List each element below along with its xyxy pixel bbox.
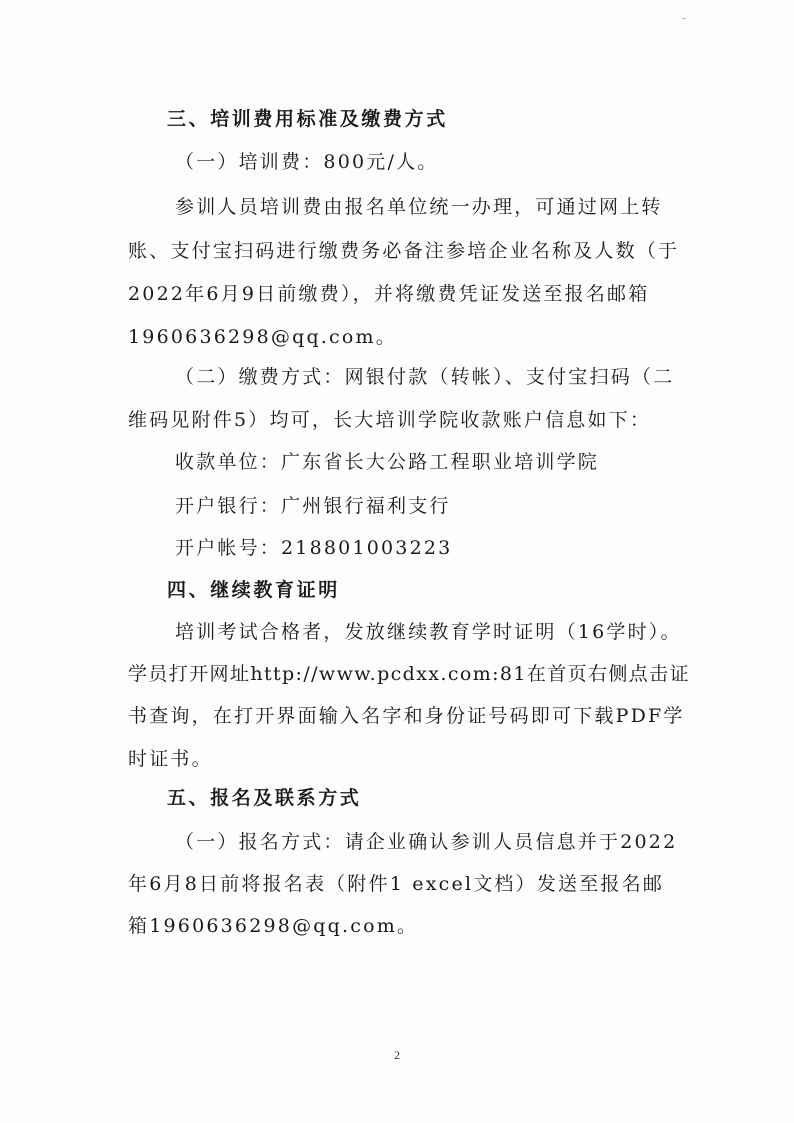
section-heading-registration: 五、报名及联系方式 <box>167 787 362 809</box>
paragraph-line: 维码见附件5）均可，长大培训学院收款账户信息如下： <box>128 409 652 431</box>
paragraph-line: 开户帐号：218801003223 <box>175 537 453 559</box>
paragraph-line: （一）报名方式：请企业确认参训人员信息并于2022 <box>175 831 678 853</box>
scan-speck <box>682 18 686 19</box>
section-heading-fees: 三、培训费用标准及缴费方式 <box>167 108 448 130</box>
paragraph-line: 1960636298@qq.com。 <box>128 326 397 348</box>
paragraph-line: 箱1960636298@qq.com。 <box>128 915 419 937</box>
section-heading-certificate: 四、继续教育证明 <box>167 579 340 601</box>
paragraph-line: 开户银行：广州银行福利支行 <box>175 495 451 517</box>
paragraph-line: 年6月8日前将报名表（附件1 excel文档）发送至报名邮 <box>128 873 665 895</box>
paragraph-line: 参训人员培训费由报名单位统一办理，可通过网上转 <box>175 196 663 218</box>
paragraph-line: 培训考试合格者，发放继续教育学时证明（16学时）。 <box>175 621 682 643</box>
paragraph-line: 2022年6月9日前缴费），并将缴费凭证发送至报名邮箱 <box>128 283 650 305</box>
paragraph-line: 时证书。 <box>128 748 213 770</box>
paragraph-line: 书查询，在打开界面输入名字和身份证号码即可下载PDF学 <box>128 705 685 727</box>
paragraph-line: （二）缴费方式：网银付款（转帐）、支付宝扫码（二 <box>175 366 675 388</box>
paragraph-line: （一）培训费：800元/人。 <box>175 151 439 173</box>
paragraph-line: 收款单位：广东省长大公路工程职业培训学院 <box>175 451 600 473</box>
page-number: 2 <box>394 1048 400 1062</box>
paragraph-line: 账、支付宝扫码进行缴费务必备注参培企业名称及人数（于 <box>128 240 680 262</box>
paragraph-line: 学员打开网址http://www.pcdxx.com:81在首页右侧点击证 <box>128 663 690 685</box>
